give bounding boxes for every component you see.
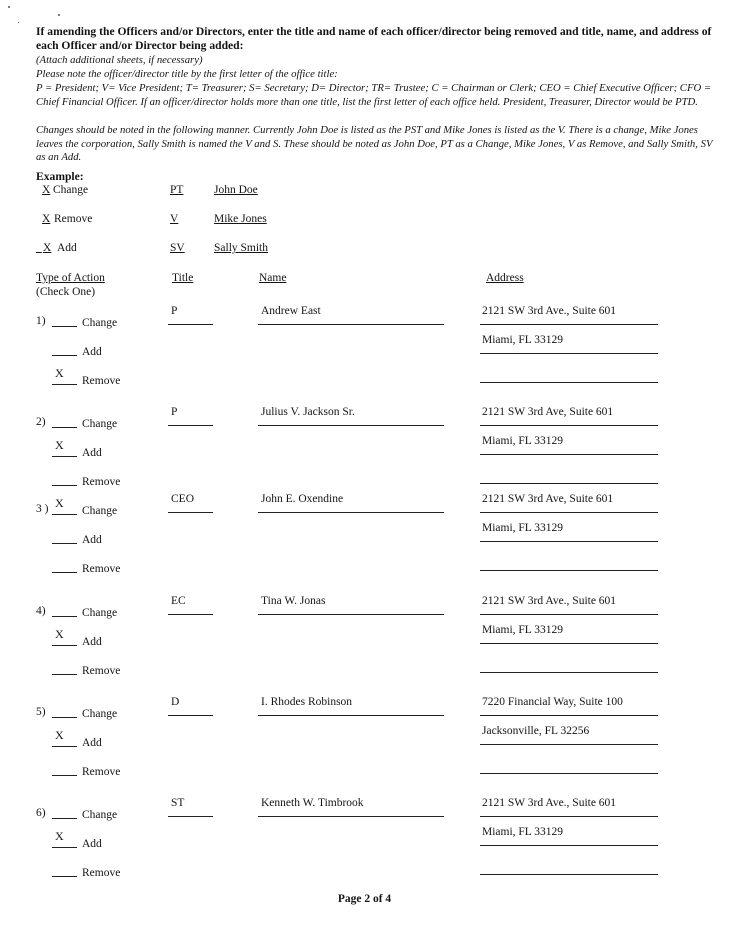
checkbox-change[interactable] [52, 717, 77, 718]
action-label-add: Add [82, 346, 102, 358]
officer-title: P [171, 406, 178, 418]
action-label-change: Change [82, 505, 118, 517]
title-header: Title [172, 272, 194, 284]
officer-name: I. Rhodes Robinson [261, 696, 353, 708]
example-name: Mike Jones [214, 213, 267, 225]
action-label-change: Change [82, 607, 118, 619]
action-label-change: Change [82, 418, 118, 430]
example-name: Sally Smith [214, 242, 268, 254]
officer-title: ST [171, 797, 185, 809]
action-label-change: Change [82, 809, 118, 821]
entry-number: 3 ) [36, 503, 49, 515]
example-title: SV [170, 242, 185, 254]
action-label-add: Add [82, 636, 102, 648]
checked-mark: X [55, 496, 64, 510]
action-label-remove: Remove [82, 375, 121, 387]
instructions-heading: If amending the Officers and/or Directors, enter the title and name of each officer/director being removed and title, name, and address of each Officer and/or Director being added: [36, 25, 712, 52]
checked-mark: X [55, 366, 64, 380]
title-line [168, 324, 213, 325]
example-action: Add [57, 242, 77, 254]
action-label-remove: Remove [82, 476, 121, 488]
action-label-add: Add [82, 534, 102, 546]
name-line [258, 816, 444, 817]
officer-title: CEO [171, 493, 194, 505]
address-line-1: 2121 SW 3rd Ave, Suite 601 [482, 406, 614, 418]
attach-note: (Attach additional sheets, if necessary) [36, 54, 203, 66]
titles-legend: P = President; V= Vice President; T= Treasurer; S= Secretary; D= Director; TR= Trustee; C = Chairman or Clerk; CEO = Chief Executive Officer; CFO = Chief Financial Officer. If an officer/director holds more than one title, list the first letter of each office held. President, Treasurer, Director would be PTD. [36, 82, 712, 108]
checkbox-remove[interactable] [52, 775, 77, 776]
address-line-1: 2121 SW 3rd Ave., Suite 601 [482, 305, 617, 317]
example-name: John Doe [214, 184, 258, 196]
checkbox-remove[interactable] [52, 384, 77, 385]
example-action: Change [53, 184, 89, 196]
checkbox-change[interactable] [52, 427, 77, 428]
address-underline-1 [480, 324, 658, 325]
officer-title: P [171, 305, 178, 317]
checkbox-change[interactable] [52, 326, 77, 327]
checkbox-remove[interactable] [52, 876, 77, 877]
action-label-add: Add [82, 447, 102, 459]
entry-number: 1) [36, 315, 46, 327]
title-line [168, 715, 213, 716]
officer-name: Julius V. Jackson Sr. [261, 406, 355, 418]
address-underline-2 [480, 541, 658, 542]
checked-mark: X [55, 438, 64, 452]
entry-number: 4) [36, 605, 46, 617]
address-line-2: Miami, FL 33129 [482, 624, 564, 636]
address-line-1: 2121 SW 3rd Ave., Suite 601 [482, 595, 617, 607]
address-underline-1 [480, 512, 658, 513]
checked-mark: X [55, 829, 64, 843]
address-underline-2 [480, 353, 658, 354]
address-line-1: 2121 SW 3rd Ave., Suite 601 [482, 797, 617, 809]
officer-title: D [171, 696, 180, 708]
address-underline-1 [480, 816, 658, 817]
checkbox-change[interactable] [52, 818, 77, 819]
entry-number: 2) [36, 416, 46, 428]
action-label-change: Change [82, 317, 118, 329]
checked-mark: X [55, 728, 64, 742]
name-line [258, 425, 444, 426]
address-underline-1 [480, 614, 658, 615]
officer-name: Kenneth W. Timbrook [261, 797, 364, 809]
checkbox-add[interactable] [52, 355, 77, 356]
example-mark: X [42, 184, 51, 196]
title-line [168, 816, 213, 817]
example-action: Remove [54, 213, 93, 225]
example-mark: X [42, 213, 51, 225]
action-label-add: Add [82, 737, 102, 749]
type-of-action-header: Type of Action [36, 272, 105, 284]
title-line [168, 614, 213, 615]
name-line [258, 512, 444, 513]
checkbox-change[interactable] [52, 616, 77, 617]
address-underline-3 [480, 773, 658, 774]
page-number: Page 2 of 4 [337, 893, 392, 905]
name-header: Name [259, 272, 287, 284]
checkbox-change[interactable] [52, 514, 77, 515]
address-underline-3 [480, 874, 658, 875]
address-underline-3 [480, 570, 658, 571]
checkbox-add[interactable] [52, 543, 77, 544]
address-line-2: Miami, FL 33129 [482, 435, 564, 447]
address-underline-2 [480, 643, 658, 644]
address-line-1: 7220 Financial Way, Suite 100 [482, 696, 623, 708]
checkbox-add[interactable] [52, 645, 77, 646]
action-label-add: Add [82, 838, 102, 850]
title-line [168, 425, 213, 426]
action-label-remove: Remove [82, 867, 121, 879]
address-underline-3 [480, 483, 658, 484]
checked-mark: X [55, 627, 64, 641]
checkbox-add[interactable] [52, 456, 77, 457]
address-underline-3 [480, 382, 658, 383]
example-label: Example: [36, 170, 84, 183]
address-line-1: 2121 SW 3rd Ave, Suite 601 [482, 493, 614, 505]
action-label-remove: Remove [82, 665, 121, 677]
address-underline-2 [480, 744, 658, 745]
example-title: V [170, 213, 179, 225]
officer-title: EC [171, 595, 186, 607]
checkbox-remove[interactable] [52, 485, 77, 486]
checkbox-remove[interactable] [52, 674, 77, 675]
change-note: Changes should be noted in the following manner. Currently John Doe is listed as the PST and Mike Jones is listed as the V. There is a change, Mike Jones leaves the corporation, Sally Smith is named the V and S. These should be noted as John Doe, PT as a Change, Mike Jones, V as Remove, and Sally Smith, SV as an Add. [36, 124, 713, 163]
officer-name: Tina W. Jonas [261, 595, 326, 607]
name-line [258, 715, 444, 716]
officer-name: John E. Oxendine [261, 493, 344, 505]
officer-name: Andrew East [261, 305, 321, 317]
address-header: Address [486, 272, 524, 284]
address-line-2: Miami, FL 33129 [482, 334, 564, 346]
name-line [258, 324, 444, 325]
address-underline-1 [480, 425, 658, 426]
entry-number: 6) [36, 807, 46, 819]
checkbox-add[interactable] [52, 746, 77, 747]
example-title: PT [170, 184, 184, 196]
entry-number: 5) [36, 706, 46, 718]
action-label-remove: Remove [82, 766, 121, 778]
address-line-2: Jacksonville, FL 32256 [482, 725, 590, 737]
action-label-remove: Remove [82, 563, 121, 575]
address-underline-2 [480, 454, 658, 455]
title-line [168, 512, 213, 513]
action-label-change: Change [82, 708, 118, 720]
checkbox-remove[interactable] [52, 572, 77, 573]
check-one-note: (Check One) [36, 286, 96, 298]
checkbox-add[interactable] [52, 847, 77, 848]
address-underline-2 [480, 845, 658, 846]
address-underline-1 [480, 715, 658, 716]
example-mark: X [43, 242, 52, 254]
name-line [258, 614, 444, 615]
address-underline-3 [480, 672, 658, 673]
address-line-2: Miami, FL 33129 [482, 826, 564, 838]
title-note: Please note the officer/director title by the first letter of the office title: [36, 68, 338, 80]
address-line-2: Miami, FL 33129 [482, 522, 564, 534]
